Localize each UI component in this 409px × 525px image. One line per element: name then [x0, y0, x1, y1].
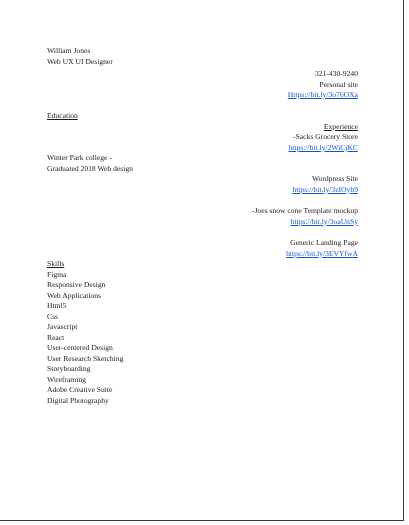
experience-item — [286, 238, 358, 259]
experience-item-label: -Joes snow cone Template mockup — [251, 206, 358, 215]
person-title: Web UX UI Designer — [47, 56, 113, 66]
skill-item: Wireframing — [47, 374, 86, 384]
experience-item-label: -Sacks Grocery Store — [293, 132, 358, 141]
skill-item: Adobe Creative Suite — [47, 385, 113, 394]
skill-item: Figma — [47, 269, 67, 279]
person-name: William Jones — [47, 46, 91, 55]
experience-item-link[interactable]: https://bit.ly/3oaUnSy — [290, 216, 358, 226]
experience-item-link[interactable]: https://bit.ly/3EVYfwA — [286, 248, 358, 258]
experience-item — [288, 132, 358, 153]
skill-item: Css — [47, 311, 58, 321]
skill-item: Digital Photography — [47, 395, 109, 405]
education-school: Winter Park college - — [47, 153, 112, 162]
education-details — [47, 153, 133, 174]
skills-heading: Skills — [47, 259, 65, 268]
experience-item-label: Generic Landing Page — [290, 238, 358, 247]
skill-item: User-centered Design — [47, 343, 113, 352]
skill-item: Javascript — [47, 322, 78, 331]
skills-section — [47, 259, 123, 406]
personal-site-link[interactable]: Https://bit.ly/3o76OXa — [287, 90, 358, 99]
experience-item-label: Wordpress Site — [312, 174, 358, 183]
education-detail: Graduated 2018 Web design — [47, 163, 133, 173]
experience-heading: Experience — [323, 122, 358, 131]
personal-site-label: Personal site — [319, 79, 358, 89]
experience-item-link[interactable]: https://bit.ly/3zIOyb9 — [292, 184, 358, 194]
skill-item: Responsive Design — [47, 280, 106, 289]
experience-item-link[interactable]: https://bit.ly/2WiCjKC — [288, 142, 358, 152]
skill-item: React — [47, 332, 65, 342]
education-heading: Education — [47, 111, 78, 120]
contact-block — [288, 69, 358, 101]
skill-item: User Research Sketching — [47, 353, 124, 363]
skill-item: Html5 — [47, 301, 67, 310]
name-block — [47, 46, 113, 67]
skill-item: Web Applications — [47, 290, 102, 300]
experience-item — [252, 206, 358, 227]
phone-number: 321-430-9240 — [314, 69, 358, 78]
skill-item: Storyboarding — [47, 364, 91, 373]
experience-item — [292, 174, 358, 195]
